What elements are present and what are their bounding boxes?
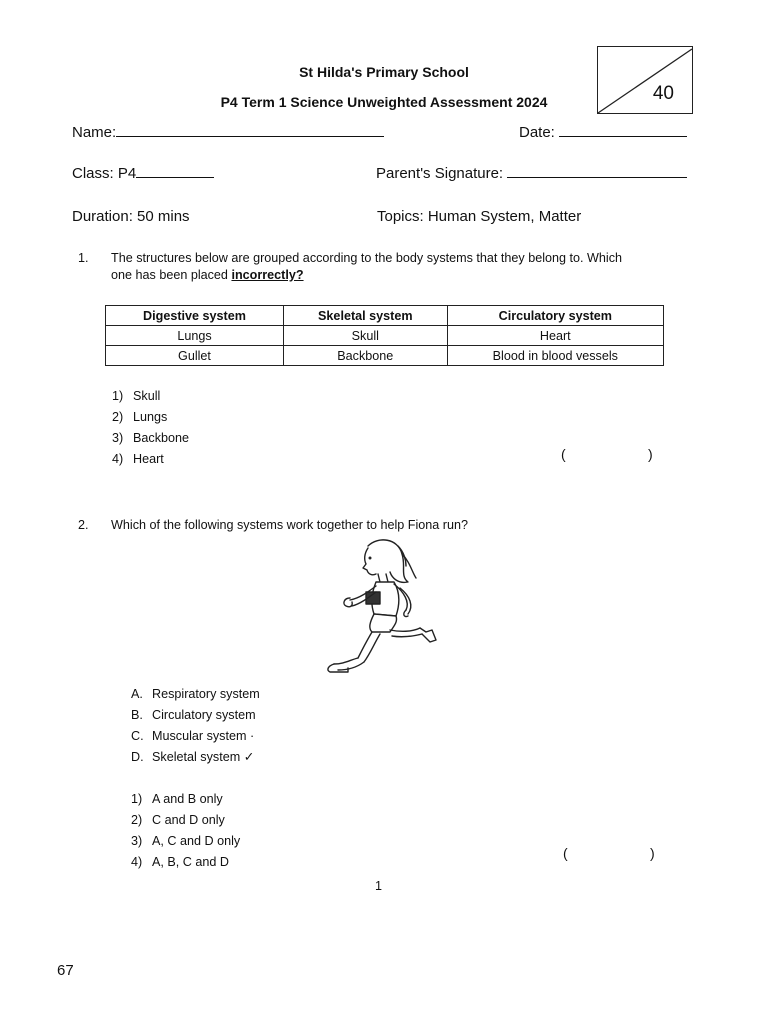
option-num: 2) [112, 410, 124, 424]
corner-number: 67 [57, 962, 74, 979]
class-line[interactable] [136, 177, 214, 178]
q2-choices [131, 684, 260, 768]
table-header-row [106, 306, 664, 326]
choice-text: Respiratory system [152, 687, 260, 701]
list-item[interactable] [112, 386, 189, 407]
score-box [597, 46, 693, 114]
table-cell: Skull [283, 326, 447, 346]
q1-text-line2 [111, 267, 304, 284]
q1-text-line1: The structures below are grouped according to the body systems that they belong to. Which [111, 251, 623, 265]
table-header: Skeletal system [283, 306, 447, 326]
list-item[interactable] [131, 810, 240, 831]
topics: Topics: Human System, Matter [377, 208, 582, 225]
option-num: 1) [112, 389, 124, 403]
duration: Duration: 50 mins [72, 208, 190, 225]
choice-text: Muscular system [152, 729, 247, 743]
q2-answer-open: ( [563, 845, 568, 861]
list-item[interactable] [112, 407, 189, 428]
q1-text-prefix: one has been placed [111, 268, 232, 282]
option-text: C and D only [152, 813, 225, 827]
q2-text: Which of the following systems work together to help Fiona run? [111, 518, 468, 532]
list-item [131, 684, 260, 705]
option-text: Backbone [133, 431, 190, 445]
table-cell: Blood in blood vessels [447, 346, 663, 366]
table-row [106, 326, 664, 346]
list-item [131, 747, 260, 768]
list-item [131, 705, 260, 726]
option-text: Skull [133, 389, 161, 403]
option-num: 4) [112, 452, 124, 466]
list-item[interactable] [131, 831, 240, 852]
running-girl-illustration [320, 536, 445, 678]
choice-letter: C. [131, 729, 144, 743]
class-label: Class: P4 [72, 165, 137, 182]
date-line[interactable] [559, 136, 687, 137]
check-mark-icon: ✓ [243, 750, 255, 764]
choice-letter: A. [131, 687, 143, 701]
q2-options [131, 789, 240, 873]
table-cell: Heart [447, 326, 663, 346]
school-name: St Hilda's Primary School [299, 64, 469, 80]
option-text: A and B only [152, 792, 223, 806]
table-header: Digestive system [106, 306, 284, 326]
table-cell: Gullet [106, 346, 284, 366]
table-cell: Backbone [283, 346, 447, 366]
q1-answer-space[interactable] [572, 444, 644, 464]
option-num: 3) [112, 431, 124, 445]
table-row [106, 346, 664, 366]
choice-mark: · [249, 729, 255, 743]
option-text: Heart [133, 452, 164, 466]
assessment-title: P4 Term 1 Science Unweighted Assessment 2024 [220, 94, 548, 110]
list-item[interactable] [112, 428, 189, 449]
q2-number: 2. [78, 518, 89, 532]
option-num: 3) [131, 834, 143, 848]
option-text: Lungs [133, 410, 168, 424]
name-field[interactable] [72, 124, 384, 141]
choice-letter: B. [131, 708, 143, 722]
page-number: 1 [375, 879, 383, 893]
choice-text: Skeletal system [152, 750, 241, 764]
class-field[interactable] [72, 165, 214, 182]
q2-answer-close: ) [650, 845, 655, 861]
list-item[interactable] [131, 789, 240, 810]
name-line[interactable] [116, 136, 384, 137]
date-field[interactable] [519, 124, 687, 141]
signature-label: Parent's Signature: [376, 165, 504, 182]
q1-number: 1. [78, 251, 89, 265]
list-item [131, 726, 260, 747]
score-diagonal [598, 47, 694, 115]
signature-line[interactable] [507, 177, 687, 178]
choice-text: Circulatory system [152, 708, 256, 722]
signature-field[interactable] [376, 165, 687, 182]
option-text: A, C and D only [152, 834, 241, 848]
q1-options [112, 386, 189, 470]
name-label: Name: [72, 124, 117, 141]
q1-answer-open: ( [561, 446, 566, 462]
option-num: 1) [131, 792, 143, 806]
q2-answer-space[interactable] [574, 843, 646, 863]
list-item[interactable] [131, 852, 240, 873]
option-text: A, B, C and D [152, 855, 229, 869]
score-total: 40 [652, 83, 674, 104]
q1-emphasis: incorrectly? [231, 268, 304, 282]
table-cell: Lungs [106, 326, 284, 346]
date-label: Date: [519, 124, 555, 141]
option-num: 2) [131, 813, 143, 827]
choice-letter: D. [131, 750, 144, 764]
option-num: 4) [131, 855, 143, 869]
q1-answer-close: ) [648, 446, 653, 462]
q1-systems-table [105, 305, 664, 366]
list-item[interactable] [112, 449, 189, 470]
table-header: Circulatory system [447, 306, 663, 326]
